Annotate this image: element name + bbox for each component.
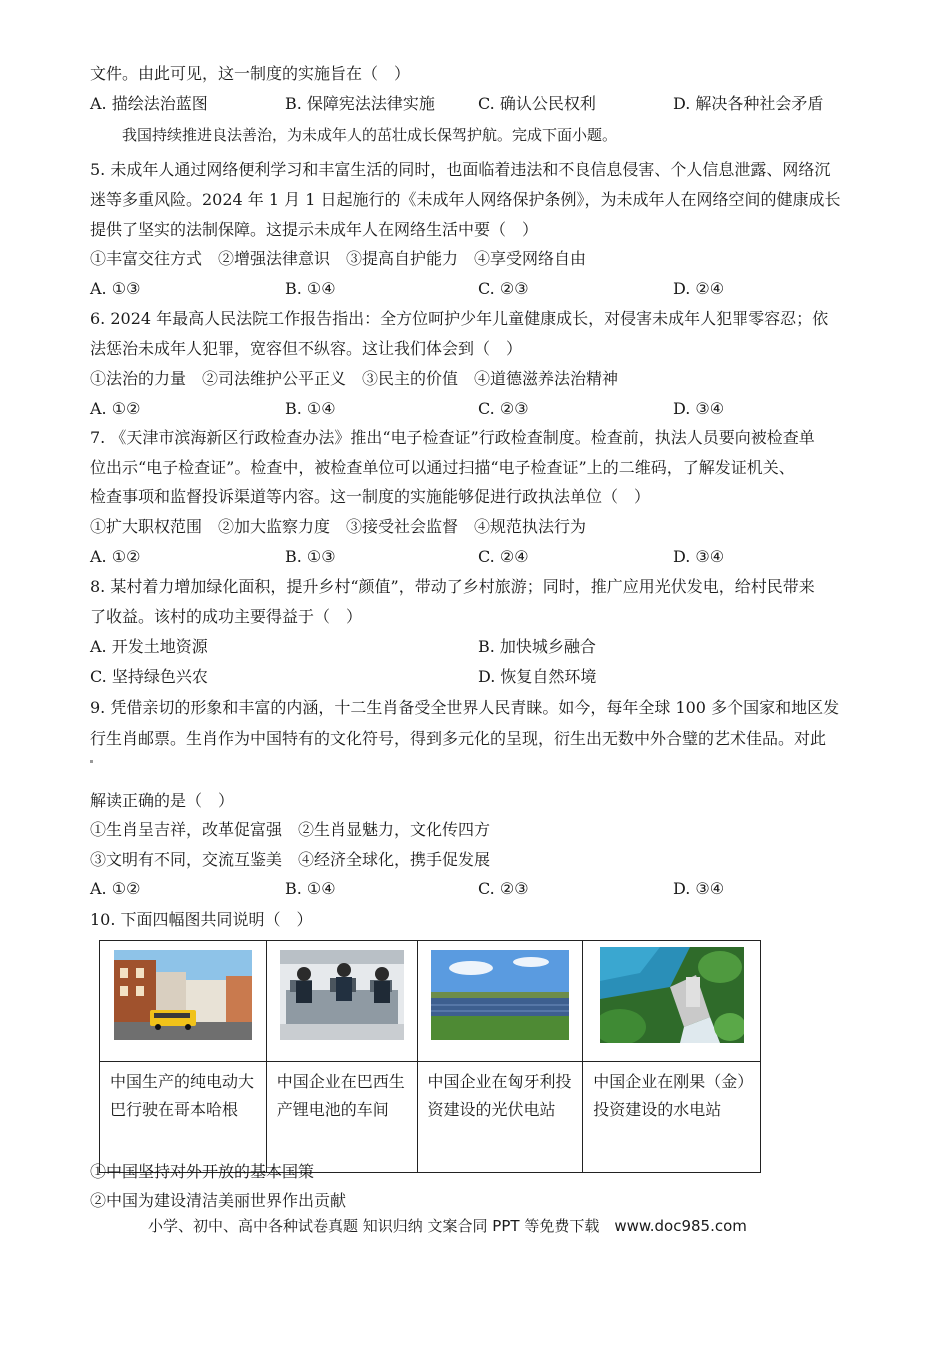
question-5-line-2: 迷等多重风险。2024 年 1 月 1 日起施行的《未成年人网络保护条例》，为未成年人在网络空间的健康成长 — [90, 190, 841, 209]
question-8-line-1: 8. 某村着力增加绿化面积，提升乡村“颜值”，带动了乡村旅游；同时，推广应用光伏发电，给村民带来 — [90, 577, 815, 596]
q7-option-a: A. ①② — [90, 547, 141, 566]
q9-option-a: A. ①② — [90, 879, 141, 898]
question-10-stem: 10. 下面四幅图共同说明（ ） — [90, 910, 313, 929]
scan-mark — [90, 760, 93, 763]
question-10-statement-2: ②中国为建设清洁美丽世界作出贡献 — [90, 1191, 347, 1210]
q7-option-d: D. ③④ — [673, 547, 725, 566]
q8-option-d: D. 恢复自然环境 — [478, 667, 597, 686]
question-9-line-3: 解读正确的是（ ） — [90, 791, 235, 810]
battery-workshop-photo — [280, 950, 404, 1040]
q8-option-b: B. 加快城乡融合 — [478, 637, 596, 656]
image-cell — [100, 941, 267, 1062]
caption-bus: 中国生产的纯电动大巴行驶在哥本哈根 — [100, 1062, 267, 1173]
image-row — [100, 941, 761, 1062]
q8-option-c: C. 坚持绿色兴农 — [90, 667, 208, 686]
caption-hydro: 中国企业在刚果（金）投资建设的水电站 — [583, 1062, 761, 1173]
question-9-statements-2: ③文明有不同，交流互鉴美 ④经济全球化，携手促发展 — [90, 850, 491, 869]
question-5-line-1: 5. 未成年人通过网络便利学习和丰富生活的同时，也面临着违法和不良信息侵害、个人信息泄露、网络沉 — [90, 160, 831, 179]
q6-option-a: A. ①② — [90, 399, 141, 418]
hydropower-station-photo — [600, 947, 744, 1043]
question-6-statements: ①法治的力量 ②司法维护公平正义 ③民主的价值 ④道德滋养法治精神 — [90, 369, 619, 388]
section-intro: 我国持续推进良法善治，为未成年人的茁壮成长保驾护航。完成下面小题。 — [122, 126, 618, 144]
copenhagen-bus-photo — [114, 950, 252, 1040]
q6-option-b: B. ①④ — [285, 399, 336, 418]
question-9-statements-1: ①生肖呈吉祥，改革促富强 ②生肖显魅力，文化传四方 — [90, 820, 491, 839]
question-5-statements: ①丰富交往方式 ②增强法律意识 ③提高自护能力 ④享受网络自由 — [90, 249, 587, 268]
q9-option-b: B. ①④ — [285, 879, 336, 898]
q5-option-d: D. ②④ — [673, 279, 725, 298]
q9-option-d: D. ③④ — [673, 879, 725, 898]
question-4-stem-end: 文件。由此可见，这一制度的实施旨在（ ） — [90, 64, 411, 83]
question-5-line-3: 提供了坚实的法制保障。这提示未成年人在网络生活中要（ ） — [90, 220, 539, 239]
q6-option-c: C. ②③ — [478, 399, 529, 418]
q9-option-c: C. ②③ — [478, 879, 529, 898]
question-6-line-1: 6. 2024 年最高人民法院工作报告指出：全方位呵护少年儿童健康成长，对侵害未成年人犯罪零容忍；依 — [90, 309, 829, 328]
caption-solar: 中国企业在匈牙利投资建设的光伏电站 — [417, 1062, 583, 1173]
q4-option-c: C. 确认公民权利 — [478, 94, 596, 113]
q7-option-c: C. ②④ — [478, 547, 529, 566]
q7-option-b: B. ①③ — [285, 547, 336, 566]
question-10-image-table — [99, 940, 761, 1173]
solar-plant-photo — [431, 950, 569, 1040]
q4-option-b: B. 保障宪法法律实施 — [285, 94, 435, 113]
question-7-line-3: 检查事项和监督投诉渠道等内容。这一制度的实施能够促进行政执法单位（ ） — [90, 487, 651, 506]
question-7-statements: ①扩大职权范围 ②加大监察力度 ③接受社会监督 ④规范执法行为 — [90, 517, 587, 536]
q6-option-d: D. ③④ — [673, 399, 725, 418]
q5-option-a: A. ①③ — [90, 279, 141, 298]
question-9-line-1: 9. 凭借亲切的形象和丰富的内涵，十二生肖备受全世界人民青睐。如今，每年全球 100 多个国家和地区发 — [90, 698, 840, 717]
q8-option-a: A. 开发土地资源 — [90, 637, 208, 656]
question-9-line-2: 行生肖邮票。生肖作为中国特有的文化符号，得到多元化的呈现，衍生出无数中外合璧的艺术佳品。对此 — [90, 729, 827, 748]
question-7-line-1: 7. 《天津市滨海新区行政检查办法》推出“电子检查证”行政检查制度。检查前，执法人员要向被检查单 — [90, 428, 815, 447]
question-7-line-2: 位出示“电子检查证”。检查中，被检查单位可以通过扫描“电子检查证”上的二维码，了解发证机关、 — [90, 458, 795, 477]
q4-option-d: D. 解决各种社会矛盾 — [673, 94, 824, 113]
q5-option-b: B. ①④ — [285, 279, 336, 298]
image-cell — [266, 941, 417, 1062]
question-8-line-2: 了收益。该村的成功主要得益于（ ） — [90, 607, 363, 626]
caption-row — [100, 1062, 761, 1173]
image-cell — [583, 941, 761, 1062]
q4-option-a: A. 描绘法治蓝图 — [90, 94, 208, 113]
image-cell — [417, 941, 583, 1062]
caption-battery: 中国企业在巴西生产锂电池的车间 — [266, 1062, 417, 1173]
question-6-line-2: 法惩治未成年人犯罪，宽容但不纵容。这让我们体会到（ ） — [90, 339, 523, 358]
page-footer: 小学、初中、高中各种试卷真题 知识归纳 文案合同 PPT 等免费下载 www.doc985.com — [148, 1217, 747, 1235]
question-10-statement-1: ①中国坚持对外开放的基本国策 — [90, 1162, 315, 1181]
q5-option-c: C. ②③ — [478, 279, 529, 298]
